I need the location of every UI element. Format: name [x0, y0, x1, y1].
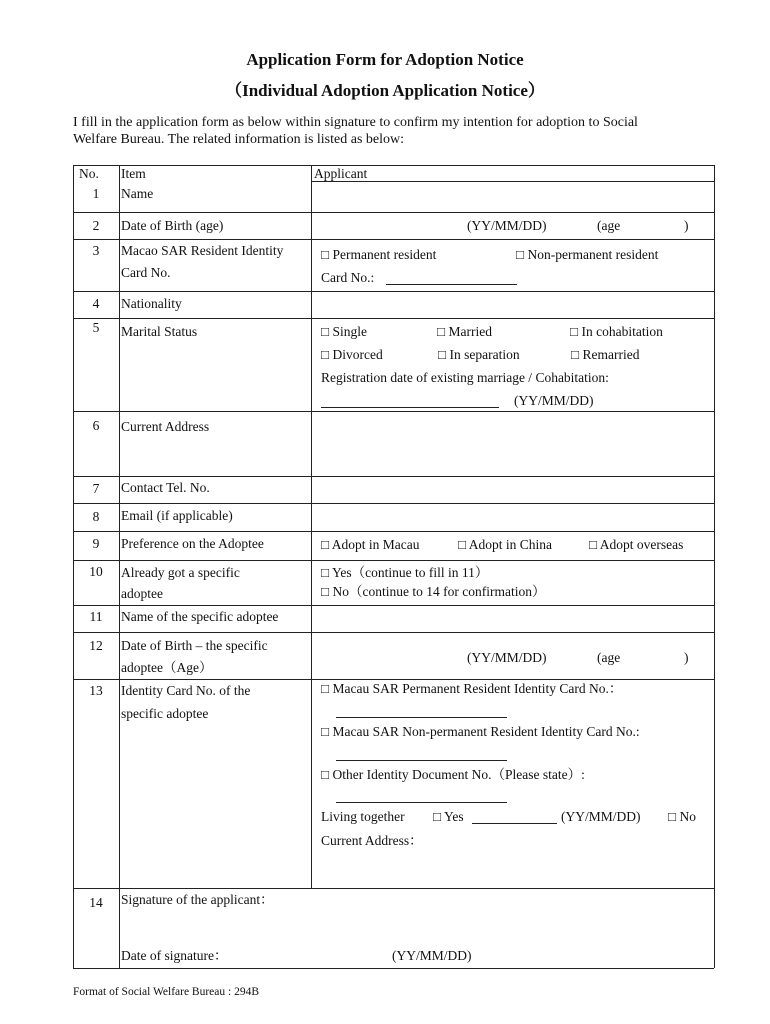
married-checkbox[interactable]: □ Married: [437, 324, 493, 339]
card-no-field[interactable]: [386, 284, 517, 285]
registration-date-label: Registration date of existing marriage / Cohabitation:: [321, 370, 609, 385]
cohabitation-checkbox[interactable]: □ In cohabitation: [570, 324, 663, 339]
permanent-id-field[interactable]: [336, 717, 507, 718]
item-adoptee-name-label: Name of the specific adoptee: [121, 609, 279, 624]
row-number: 9: [92, 536, 100, 551]
item-marital-label: Marital Status: [121, 324, 198, 339]
living-date-format: (YY/MM/DD): [561, 809, 641, 824]
row-number: 12: [89, 638, 103, 653]
form-subtitle: （Individual Adoption Application Notice）: [225, 81, 545, 100]
divorced-checkbox[interactable]: □ Divorced: [321, 347, 383, 362]
intro-line-1: I fill in the application form as below within signature to confirm my intention for adoption to Social: [73, 115, 638, 130]
row-number: 13: [89, 683, 103, 698]
living-since-field[interactable]: [472, 823, 557, 824]
adoptee-address-label: Current Address：: [321, 833, 423, 848]
signature-date-label: Date of signature：: [121, 948, 228, 963]
item-address-label: Current Address: [121, 419, 210, 434]
item-specific-adoptee-label-2: adoptee: [121, 586, 163, 601]
living-no-checkbox[interactable]: □ No: [668, 809, 697, 824]
item-id-label-1: Macao SAR Resident Identity: [121, 243, 284, 258]
row-number: 8: [92, 509, 100, 524]
item-name-label: Name: [121, 186, 154, 201]
permanent-resident-checkbox[interactable]: □ Permanent resident: [321, 247, 437, 262]
item-adoptee-dob-label-2: adoptee（Age）: [121, 660, 213, 675]
adopt-overseas-checkbox[interactable]: □ Adopt overseas: [589, 537, 684, 552]
header-applicant: Applicant: [314, 166, 368, 181]
age-close: ): [684, 218, 689, 233]
living-yes-checkbox[interactable]: □ Yes: [433, 809, 464, 824]
age-label: (age: [597, 218, 621, 233]
intro-line-2: Welfare Bureau. The related information is listed as below:: [73, 132, 405, 147]
item-preference-label: Preference on the Adoptee: [121, 536, 264, 551]
row-number: 1: [92, 186, 100, 201]
registration-date-format: (YY/MM/DD): [514, 393, 594, 408]
living-together-label: Living together: [321, 809, 405, 824]
item-adoptee-id-label-1: Identity Card No. of the: [121, 683, 251, 698]
item-tel-label: Contact Tel. No.: [121, 480, 210, 495]
row-number: 7: [92, 481, 100, 496]
item-dob-label: Date of Birth (age): [121, 218, 224, 233]
row-number: 5: [92, 320, 100, 335]
row-number: 3: [92, 243, 100, 258]
card-no-label: Card No.:: [321, 270, 375, 285]
non-permanent-resident-checkbox[interactable]: □ Non-permanent resident: [516, 247, 659, 262]
item-specific-adoptee-label-1: Already got a specific: [121, 565, 240, 580]
item-nationality-label: Nationality: [121, 296, 182, 311]
other-id-field[interactable]: [336, 802, 507, 803]
form-title: Application Form for Adoption Notice: [246, 50, 524, 69]
row-number: 4: [92, 296, 100, 311]
single-checkbox[interactable]: □ Single: [321, 324, 368, 339]
adoptee-dob-format: (YY/MM/DD): [467, 650, 547, 665]
form-footer: Format of Social Welfare Bureau : 294B: [73, 986, 260, 998]
registration-date-field[interactable]: [321, 407, 499, 408]
item-adoptee-id-label-2: specific adoptee: [121, 706, 209, 721]
row-number: 14: [89, 895, 103, 910]
adoptee-age-close: ): [684, 650, 689, 665]
header-item: Item: [121, 166, 146, 181]
header-no: No.: [79, 166, 99, 181]
other-id-checkbox[interactable]: □ Other Identity Document No.（Please state）:: [321, 767, 585, 782]
non-permanent-id-field[interactable]: [336, 760, 507, 761]
separation-checkbox[interactable]: □ In separation: [438, 347, 520, 362]
row-number: 2: [92, 218, 100, 233]
non-permanent-id-checkbox[interactable]: □ Macau SAR Non-permanent Resident Identity Card No.:: [321, 724, 640, 739]
signature-date-format: (YY/MM/DD): [392, 948, 472, 963]
adopt-china-checkbox[interactable]: □ Adopt in China: [458, 537, 553, 552]
yes-continue-checkbox[interactable]: □ Yes（continue to fill in 11）: [321, 565, 489, 580]
row-number: 10: [89, 564, 103, 579]
adoptee-age-label: (age: [597, 650, 621, 665]
signature-label: Signature of the applicant：: [121, 892, 274, 907]
row-number: 6: [92, 418, 100, 433]
item-email-label: Email (if applicable): [121, 508, 233, 523]
permanent-id-checkbox[interactable]: □ Macau SAR Permanent Resident Identity Card No.：: [321, 681, 623, 696]
row-number: 11: [89, 609, 103, 624]
remarried-checkbox[interactable]: □ Remarried: [571, 347, 640, 362]
dob-format: (YY/MM/DD): [467, 218, 547, 233]
name-field[interactable]: [312, 182, 714, 212]
no-continue-checkbox[interactable]: □ No（continue to 14 for confirmation）: [321, 584, 546, 599]
item-adoptee-dob-label-1: Date of Birth – the specific: [121, 638, 268, 653]
item-id-label-2: Card No.: [121, 265, 171, 280]
adopt-macau-checkbox[interactable]: □ Adopt in Macau: [321, 537, 420, 552]
